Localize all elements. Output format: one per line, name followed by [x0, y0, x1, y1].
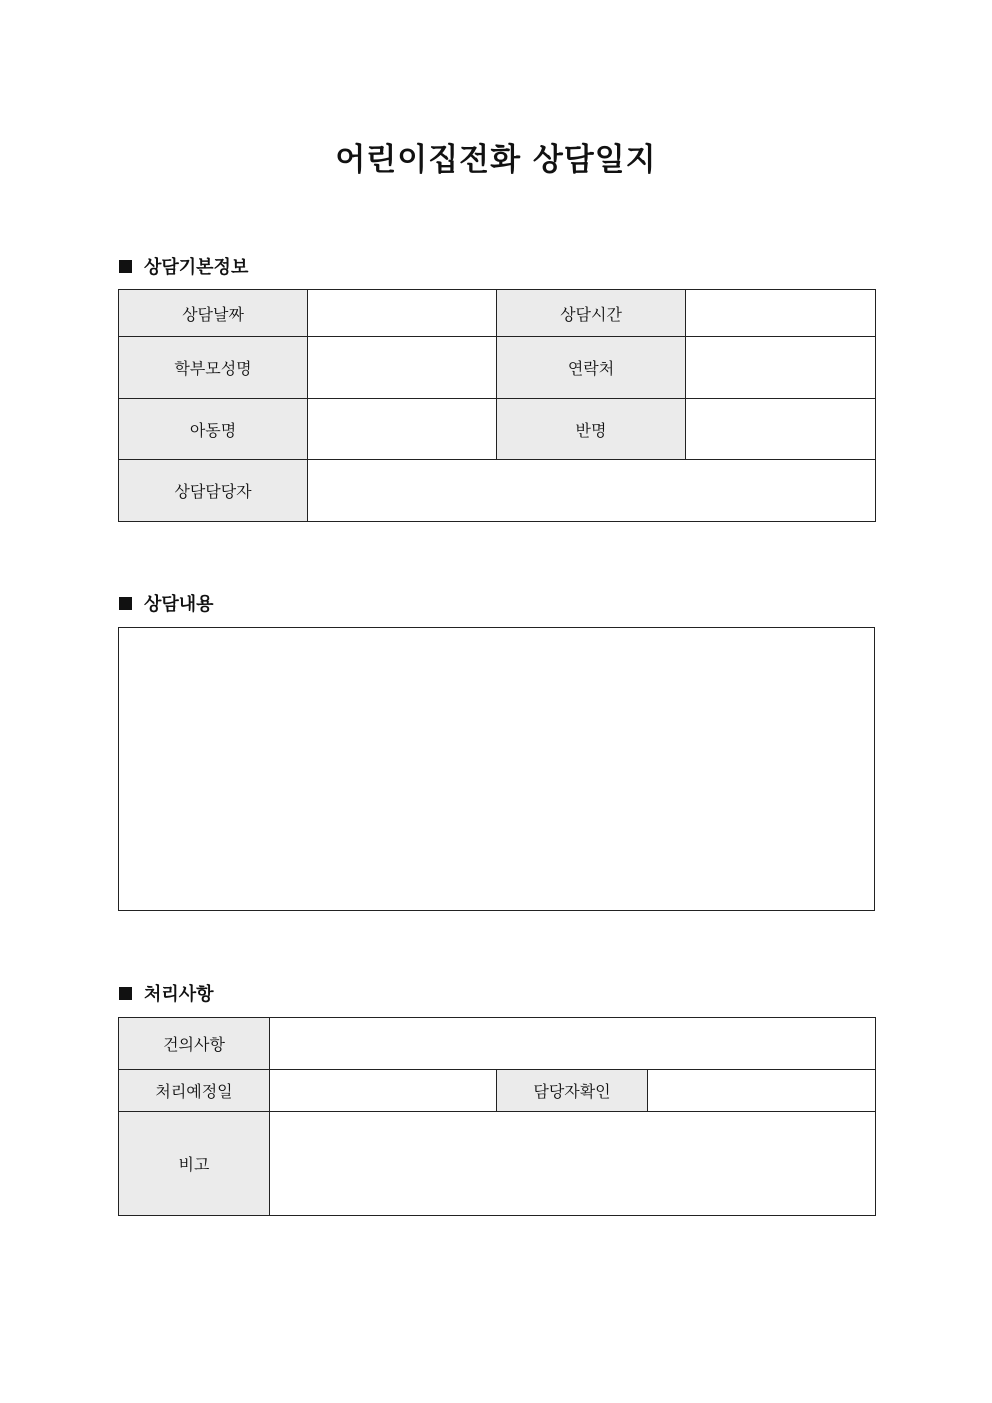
remarks-field[interactable] — [270, 1112, 876, 1216]
table-row — [119, 1018, 876, 1070]
table-row — [119, 460, 876, 522]
section-heading-content — [119, 590, 214, 616]
table-row — [119, 290, 876, 337]
child-name-label: 아동명 — [119, 399, 308, 460]
manager-check-field[interactable] — [648, 1070, 876, 1112]
contact-label: 연락처 — [497, 337, 686, 399]
child-name-field[interactable] — [308, 399, 497, 460]
section-heading-label: 상담내용 — [144, 594, 214, 615]
class-name-label: 반명 — [497, 399, 686, 460]
consultation-content-field[interactable] — [118, 627, 875, 911]
document-title: 어린이집전화 상담일지 — [335, 142, 657, 178]
suggestion-label: 건의사항 — [119, 1018, 270, 1070]
scheduled-date-label: 처리예정일 — [119, 1070, 270, 1112]
date-label: 상담날짜 — [119, 290, 308, 337]
table-row — [119, 1112, 876, 1216]
processing-table — [118, 1017, 876, 1216]
counselor-label: 상담담당자 — [119, 460, 308, 522]
section-heading-basic-info — [119, 253, 248, 279]
class-name-field[interactable] — [686, 399, 876, 460]
parent-name-field[interactable] — [308, 337, 497, 399]
remarks-label: 비고 — [119, 1112, 270, 1216]
square-bullet-icon — [119, 260, 132, 273]
counselor-field[interactable] — [308, 460, 876, 522]
manager-check-label: 담당자확인 — [497, 1070, 648, 1112]
date-field[interactable] — [308, 290, 497, 337]
scheduled-date-field[interactable] — [270, 1070, 497, 1112]
square-bullet-icon — [119, 987, 132, 1000]
contact-field[interactable] — [686, 337, 876, 399]
table-row — [119, 337, 876, 399]
time-label: 상담시간 — [497, 290, 686, 337]
section-heading-label: 상담기본정보 — [144, 257, 249, 278]
table-row — [119, 399, 876, 460]
section-heading-label: 처리사항 — [144, 984, 214, 1005]
suggestion-field[interactable] — [270, 1018, 876, 1070]
square-bullet-icon — [119, 597, 132, 610]
table-row — [119, 1070, 876, 1112]
time-field[interactable] — [686, 290, 876, 337]
parent-name-label: 학부모성명 — [119, 337, 308, 399]
basic-info-table — [118, 289, 876, 522]
section-heading-processing — [119, 980, 214, 1006]
